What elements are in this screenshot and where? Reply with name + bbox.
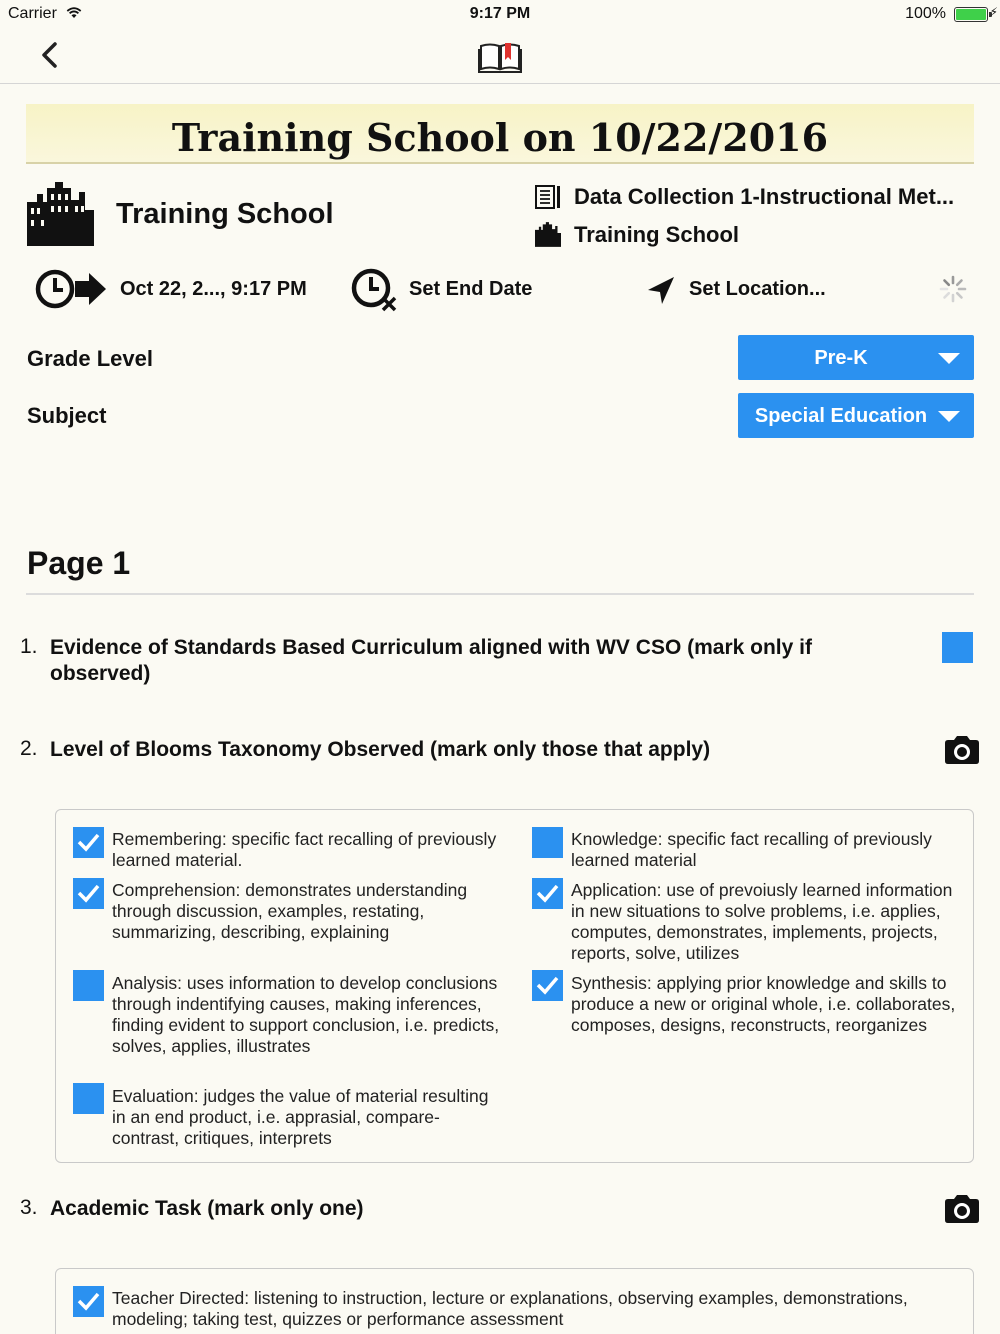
school-name: Training School xyxy=(116,198,334,230)
subject-value: Special Education xyxy=(754,405,928,427)
option-label: Evaluation: judges the value of material resulting in an end product, i.e. apprasial, compare-contrast, critiques, interprets xyxy=(112,1086,489,1148)
city-icon xyxy=(27,182,94,246)
option-label: Comprehension: demonstrates understanding through discussion, examples, restating, summarizing, describing, explaining xyxy=(112,880,468,942)
camera-icon[interactable] xyxy=(943,735,981,765)
clock-start-icon[interactable] xyxy=(35,269,107,309)
battery-percent: 100% xyxy=(905,5,946,22)
chevron-down-icon xyxy=(938,411,960,422)
option-checkbox[interactable] xyxy=(73,1083,104,1114)
option-label: Synthesis: applying prior knowledge and skills to produce a new or original whole, i.e. collaborates, composes, designs, reconstructs, reorganizes xyxy=(571,973,956,1035)
option-label: Application: use of prevoiusly learned information in new situations to solve problems, i.e. applies, computes, demonstrates, implements, projects, reports, solve, utilizes xyxy=(571,880,953,963)
checkmark-icon xyxy=(535,974,560,996)
question-number: 2. xyxy=(20,737,38,760)
option-label: Remembering: specific fact recalling of previously learned material. xyxy=(112,829,497,870)
location-arrow-icon[interactable] xyxy=(646,276,676,306)
battery-icon xyxy=(954,7,988,22)
option-checkbox[interactable] xyxy=(73,878,104,909)
option-checkbox[interactable] xyxy=(73,827,104,858)
location-text[interactable]: Set Location... xyxy=(689,278,826,300)
question-1-checkbox[interactable] xyxy=(942,632,973,663)
question-number: 3. xyxy=(20,1196,38,1219)
charging-icon: ⚡ xyxy=(989,5,998,19)
academic-task-options-panel xyxy=(55,1268,974,1334)
subject-dropdown[interactable] xyxy=(738,393,974,438)
chevron-down-icon xyxy=(938,353,960,364)
option-checkbox[interactable] xyxy=(73,1286,104,1317)
status-time: 9:17 PM xyxy=(469,5,531,22)
question-text: Level of Blooms Taxonomy Observed (mark only those that apply) xyxy=(50,738,711,761)
option-label: Teacher Directed: listening to instruction, lecture or explanations, observing examples, demonstrations, modeling; taking test, quizzes or performance assessment xyxy=(112,1288,908,1329)
question-text: Evidence of Standards Based Curriculum aligned with WV CSO (mark only if observed) xyxy=(50,636,812,685)
blooms-options-panel xyxy=(55,809,974,1163)
clock-cancel-icon[interactable] xyxy=(351,268,401,312)
camera-icon[interactable] xyxy=(943,1194,981,1224)
option-checkbox[interactable] xyxy=(73,970,104,1001)
school-subtitle: Training School xyxy=(574,222,740,247)
back-chevron-icon[interactable] xyxy=(36,40,64,70)
form-icon xyxy=(535,185,561,209)
grade-level-dropdown[interactable] xyxy=(738,335,974,380)
option-checkbox[interactable] xyxy=(532,827,563,858)
spinner-icon xyxy=(939,275,967,303)
end-date-text[interactable]: Set End Date xyxy=(409,278,533,300)
page-banner-title: Training School on 10/22/2016 xyxy=(26,104,974,164)
option-checkbox[interactable] xyxy=(532,878,563,909)
option-label: Knowledge: specific fact recalling of previously learned material xyxy=(571,829,932,870)
grade-level-value: Pre-K xyxy=(814,347,868,369)
question-number: 1. xyxy=(20,635,38,658)
carrier-label: Carrier xyxy=(8,5,57,22)
divider xyxy=(26,593,974,595)
checkmark-icon xyxy=(76,1290,101,1312)
checkmark-icon xyxy=(76,882,101,904)
checkmark-icon xyxy=(535,882,560,904)
page-title: Page 1 xyxy=(27,545,131,581)
option-label: Analysis: uses information to develop conclusions through indentifying causes, making inferences, finding evident to support conclusion, i.e. predicts, solves, applies, illustrates xyxy=(112,973,500,1056)
status-bar xyxy=(0,0,1000,28)
subject-label: Subject xyxy=(27,403,107,428)
option-checkbox[interactable] xyxy=(532,970,563,1001)
grade-level-label: Grade Level xyxy=(27,346,153,371)
form-name: Data Collection 1-Instructional Met... xyxy=(574,184,955,209)
city-icon-small xyxy=(535,222,561,247)
start-date-text[interactable]: Oct 22, 2..., 9:17 PM xyxy=(120,278,307,300)
question-text: Academic Task (mark only one) xyxy=(50,1197,364,1220)
navigation-bar xyxy=(0,28,1000,84)
checkmark-icon xyxy=(76,831,101,853)
book-icon[interactable] xyxy=(478,38,522,74)
